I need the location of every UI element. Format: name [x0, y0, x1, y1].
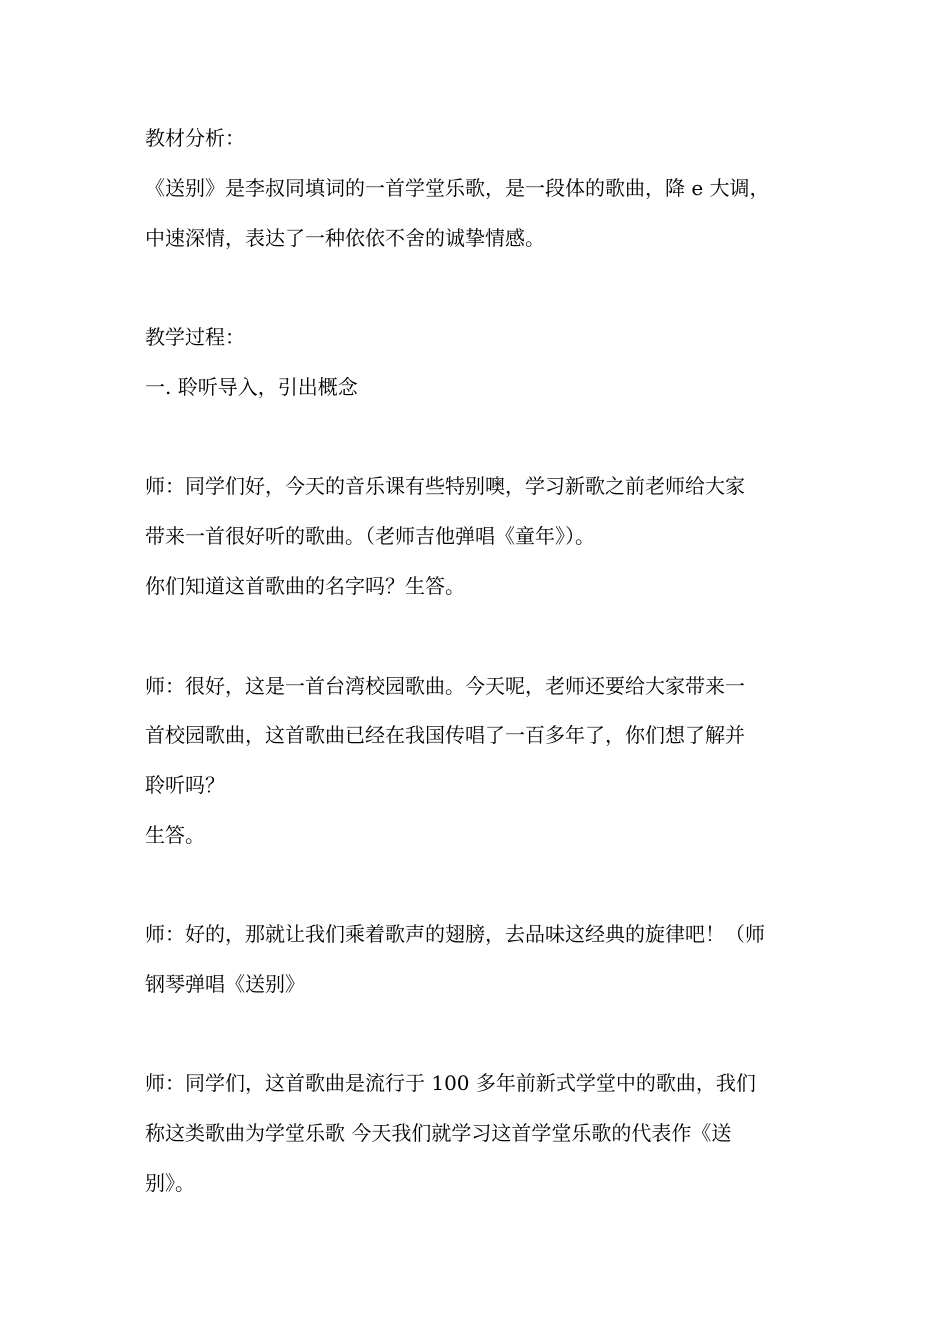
paragraph-2-line-3: 聆听吗？: [145, 773, 225, 797]
paragraph-4-line-2: 称这类歌曲为学堂乐歌 今天我们就学习这首学堂乐歌的代表作《送: [145, 1121, 732, 1145]
paragraph-1-line-1: 师：同学们好，今天的音乐课有些特别噢，学习新歌之前老师给大家: [145, 474, 745, 498]
paragraph-1-line-3: 你们知道这首歌曲的名字吗？生答。: [145, 574, 465, 598]
process-heading: 教学过程：: [145, 325, 245, 349]
paragraph-2-line-4: 生答。: [145, 823, 205, 847]
paragraph-4-line-3: 别》。: [145, 1171, 195, 1195]
paragraph-4-line-1: 师：同学们，这首歌曲是流行于 100 多年前新式学堂中的歌曲，我们: [145, 1071, 756, 1095]
section-1-title: 一. 聆听导入，引出概念: [145, 375, 358, 399]
paragraph-3-line-1: 师：好的，那就让我们乘着歌声的翅膀，去品味这经典的旋律吧！（师: [145, 922, 765, 946]
paragraph-3-line-2: 钢琴弹唱《送别》: [145, 972, 305, 996]
paragraph-2-line-1: 师：很好，这是一首台湾校园歌曲。今天呢，老师还要给大家带来一: [145, 674, 745, 698]
paragraph-1-line-2: 带来一首很好听的歌曲。（老师吉他弹唱《童年》）。: [145, 524, 595, 548]
analysis-heading: 教材分析：: [145, 126, 245, 150]
paragraph-2-line-2: 首校园歌曲，这首歌曲已经在我国传唱了一百多年了，你们想了解并: [145, 723, 745, 747]
analysis-line-2: 中速深情，表达了一种依依不舍的诚挚情感。: [145, 226, 545, 250]
analysis-line-1: 《送别》是李叔同填词的一首学堂乐歌，是一段体的歌曲，降 e 大调，: [145, 176, 770, 200]
